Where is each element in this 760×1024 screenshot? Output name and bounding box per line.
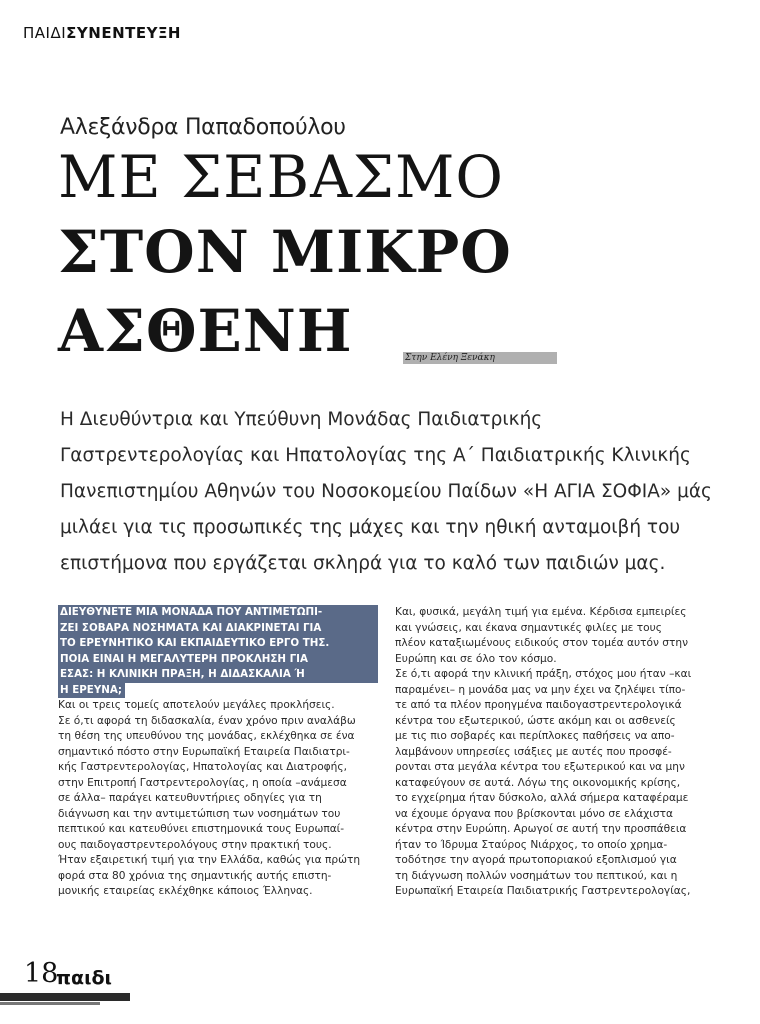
body-line: τη θέση της υπευθύνου της μονάδας, εκλέχθηκα σε ένα <box>58 730 355 742</box>
body-line: Σε ό,τι αφορά τη διδασκαλία, έναν χρόνο πριν αναλάβω <box>58 714 356 727</box>
body-line: τε από τα πλέον προηγμένα παιδογαστρεντερολογικά <box>395 699 682 711</box>
body-line: καταφεύγουν σε αυτά. Λόγω της οικονομικής κρίσης, <box>395 776 681 789</box>
body-line: Ευρώπη και σε όλο τον κόσμο. <box>395 652 557 665</box>
page-number: 18 <box>24 958 59 989</box>
body-line: Ευρωπαϊκή Εταιρεία Παιδιατρικής Γαστρεντερολογίας, <box>395 885 691 897</box>
byline: Στην Ελένη Ξενάκη <box>403 352 557 364</box>
body-column-left <box>58 605 378 900</box>
body-line: με τις πιο σοβαρές και περίπλοκες παθήσεις να απο- <box>395 730 675 742</box>
body-line: στην Επιτροπή Γαστρεντερολογίας, η οποία –ανάμεσα <box>58 776 347 789</box>
question-line: Η ΕΡΕΥΝΑ; <box>58 683 125 699</box>
footer-divider <box>0 1002 100 1005</box>
body-line: Και, φυσικά, μεγάλη τιμή για εμένα. Κέρδισα εμπειρίες <box>395 606 687 618</box>
body-line: Ήταν εξαιρετική τιμή για την Ελλάδα, καθώς για πρώτη <box>58 854 361 866</box>
body-line: κέντρα στην Ευρώπη. Αρωγοί σε αυτή την προσπάθεια <box>395 823 687 835</box>
body-line: ους παιδογαστρεντερολόγους στην πρακτική τους. <box>58 838 332 851</box>
body-line: πλέον καταξιωμένους ειδικούς στον τομέα αυτόν στην <box>395 637 689 649</box>
magazine-logo: παιδι <box>56 967 112 989</box>
section-name-bold: ΣΥΝΕΝΤΕΥΞΗ <box>66 24 181 42</box>
title-line-2: ΣΤΟΝ ΜΙΚΡΟ <box>58 218 512 286</box>
body-line: Σε ό,τι αφορά την κλινική πράξη, στόχος μου ήταν –και <box>395 668 692 680</box>
question-line: ΔΙΕΥΘΥΝΕΤΕ ΜΙΑ ΜΟΝΑΔΑ ΠΟΥ ΑΝΤΙΜΕΤΩΠΙ- <box>58 605 378 621</box>
footer-bar <box>0 993 130 1001</box>
question-line: ΠΟΙΑ ΕΙΝΑΙ Η ΜΕΓΑΛΥΤΕΡΗ ΠΡΟΚΛΗΣΗ ΓΙΑ <box>58 652 378 668</box>
author-name: Αλεξάνδρα Παπαδοπούλου <box>60 115 346 140</box>
body-line: και γνώσεις, και έκανα σημαντικές φιλίες με τους <box>395 621 662 634</box>
body-line: ήταν το Ίδρυμα Σταύρος Νιάρχος, το οποίο χρημα- <box>395 838 668 851</box>
question-line: ΕΣΑΣ: Η ΚΛΙΝΙΚΗ ΠΡΑΞΗ, Η ΔΙΔΑΣΚΑΛΙΑ Ή <box>58 667 378 683</box>
body-line: διάγνωση και την αντιμετώπιση των νοσημάτων του <box>58 807 341 820</box>
body-line: το εγχείρημα ήταν δύσκολο, αλλά σήμερα καταφέραμε <box>395 792 689 804</box>
body-line: μονικής εταιρείας εκλέχθηκε κάποιος Έλληνας. <box>58 885 313 897</box>
body-line: σημαντικό πόστο στην Ευρωπαϊκή Εταιρεία Παιδιατρι- <box>58 745 350 758</box>
body-line: φορά στα 80 χρόνια της σημαντικής αυτής επιστη- <box>58 869 332 882</box>
body-line: Και οι τρεις τομείς αποτελούν μεγάλες προκλήσεις. <box>58 699 335 711</box>
lead-paragraph: Η Διευθύντρια και Υπεύθυνη Μονάδας Παιδιατρικής Γαστρεντερολογίας και Ηπατολογίας της Α΄ Παιδιατρικής Κλινικής Πανεπιστημίου Αθηνών του Νοσοκομείου Παίδων «Η ΑΓΙΑ ΣΟΦΙΑ» μάς μιλάει για τις προσωπικές της μάχες και την ηθική ανταμοιβή του επιστήμονα που εργάζεται σκληρά για το καλό των παιδιών μας. <box>60 409 712 574</box>
question-line: ΤΟ ΕΡΕΥΝΗΤΙΚΟ ΚΑΙ ΕΚΠΑΙΔΕΥΤΙΚΟ ΕΡΓΟ ΤΗΣ. <box>58 636 378 652</box>
body-line: παραμένει– η μονάδα μας να μην έχει να ζηλέψει τίπο- <box>395 683 686 696</box>
title-line-1: ΜΕ ΣΕΒΑΣΜΟ <box>58 143 504 211</box>
body-line: λαμβάνουν υπηρεσίες ισάξιες με αυτές που προσφέ- <box>395 745 672 758</box>
body-line: σε άλλα– παράγει κατευθυντήριες οδηγίες για τη <box>58 792 322 804</box>
body-line: κής Γαστρεντερολογίας, Ηπατολογίας και Διατροφής, <box>58 761 347 773</box>
body-line: να έχουμε όργανα που βρίσκονται μόνο σε ελάχιστα <box>395 807 673 820</box>
body-line: ρονται στα μεγάλα κέντρα του εξωτερικού και να μην <box>395 761 685 773</box>
question-line: ΖΕΙ ΣΟΒΑΡΑ ΝΟΣΗΜΑΤΑ ΚΑΙ ΔΙΑΚΡΙΝΕΤΑΙ ΓΙΑ <box>58 621 378 637</box>
body-column-right <box>395 605 725 900</box>
title-line-3: ΑΣΘΕΝΗ <box>58 297 353 365</box>
section-header <box>23 24 181 42</box>
body-line: κέντρα του εξωτερικού, ώστε ακόμη και οι ασθενείς <box>395 714 676 727</box>
body-line: πεπτικού και κατευθύνει επιστημονικά τους Ευρωπαί- <box>58 823 345 835</box>
body-line: τοδότησε την αγορά πρωτοποριακού εξοπλισμού για <box>395 854 677 866</box>
section-name-light: ΠΑΙΔΙ <box>23 24 67 42</box>
body-line: τη διάγνωση πολλών νοσημάτων του πεπτικού, και η <box>395 869 678 882</box>
